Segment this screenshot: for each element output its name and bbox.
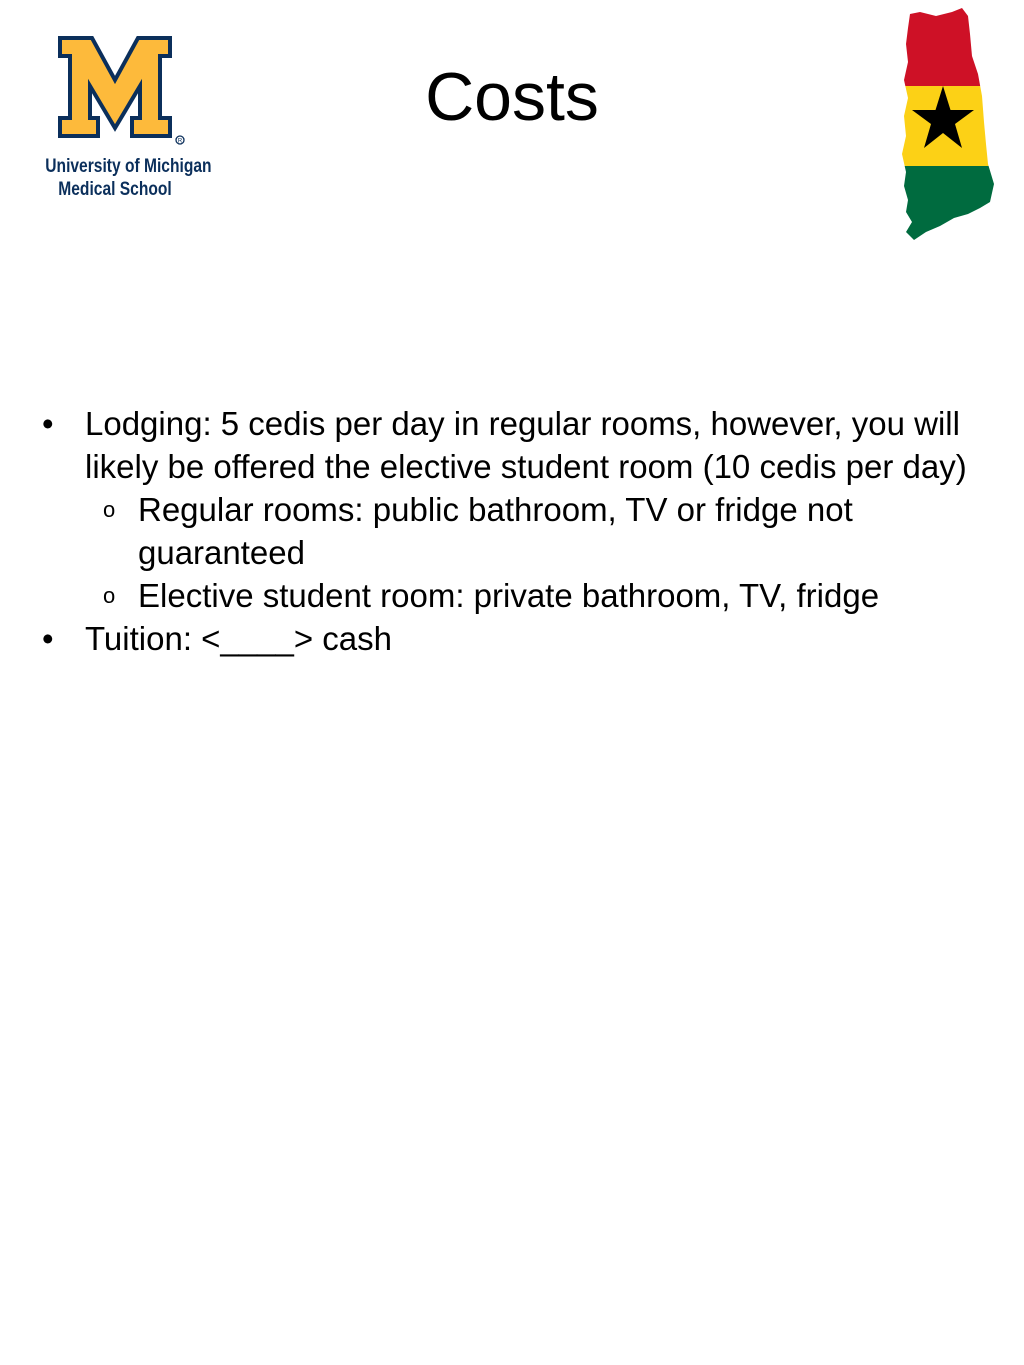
bullet-text: Tuition: <____> cash [85, 620, 392, 657]
bullet-list [40, 402, 980, 660]
sub-bullet-text: Regular rooms: public bathroom, TV or fridge not guaranteed [138, 491, 853, 571]
sub-list-item [40, 488, 980, 574]
umich-medical-school-logo [30, 36, 212, 211]
list-item [40, 617, 980, 660]
sub-list-item [40, 574, 980, 617]
bullet-marker: • [42, 620, 54, 657]
sub-bullet-marker: o [103, 583, 116, 608]
bullet-text: Lodging: 5 cedis per day in regular rooms, however, you will likely be offered the elective student room (10 cedis per day) [85, 405, 967, 485]
logo-line-2: Medical School [58, 179, 172, 200]
bullet-marker: • [42, 405, 54, 442]
sub-bullet-text: Elective student room: private bathroom, TV, fridge [138, 577, 880, 614]
list-item [40, 402, 980, 488]
ghana-flag-map-icon [896, 4, 996, 244]
svg-text:R: R [177, 138, 183, 145]
block-m-icon [30, 36, 200, 154]
logo-line-1: University of Michigan [45, 156, 212, 177]
slide-title: Costs [425, 59, 599, 135]
sub-bullet-marker: o [103, 497, 116, 522]
ghana-flag-map [896, 4, 996, 244]
